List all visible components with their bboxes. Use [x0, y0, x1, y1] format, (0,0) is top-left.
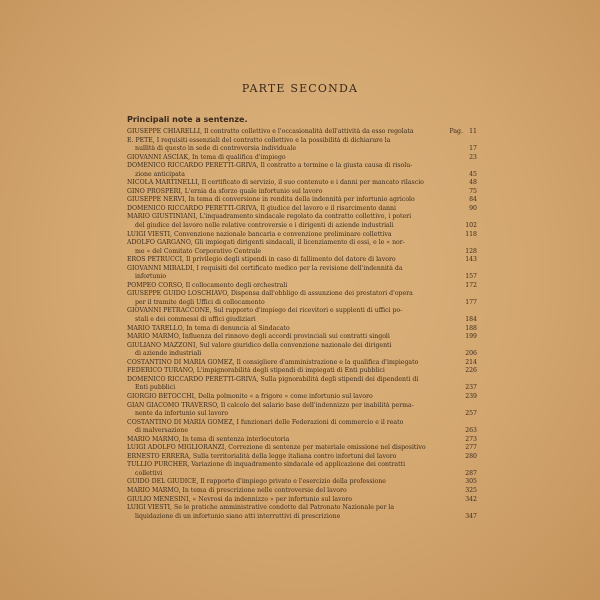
toc-page-number: 172	[465, 281, 477, 289]
toc-page-number: 90	[469, 204, 477, 212]
toc-entry-line: GIULIO MENESINI, « Nevrosi da indennizzo » per infortunio sul lavoro	[127, 495, 352, 503]
toc-entry	[127, 436, 477, 445]
toc-page-number: 157	[465, 273, 477, 281]
toc-entry-line: liquidazione di un infortunio siano atti interruttivi di prescrizione	[135, 512, 341, 520]
pag-label: Pag.	[449, 128, 463, 135]
toc-page-number: 177	[465, 298, 477, 306]
toc-entry-line: COSTANTINO DI MARIA GOMEZ, I funzionari delle Federazioni di commercio e il reato	[127, 418, 404, 426]
toc-page-number: 206	[465, 350, 477, 358]
toc-entry-line: GUIDO DEL GIUDICE, Il rapporto d'impiego privato e l'esercizio della professione	[127, 478, 386, 486]
toc-page-number: 239	[465, 392, 477, 400]
toc-entry	[127, 162, 477, 179]
toc-entry	[127, 188, 477, 197]
toc-entry	[127, 154, 477, 163]
toc-entry-line: MARIO MARMO, In tema di prescrizione nelle controversie del lavoro	[127, 486, 347, 494]
toc-entry-line: del giudice del lavoro nelle relative controversie e i dirigenti di aziende industriali	[135, 222, 394, 230]
toc-page-number: 48	[469, 179, 477, 187]
toc-entry	[127, 376, 477, 393]
toc-entry-line: nullità di questo in sede di controversia individuale	[135, 145, 297, 153]
toc-page-number: 226	[465, 367, 477, 375]
toc-entry	[127, 239, 477, 256]
toc-page-number: 287	[465, 469, 477, 477]
toc-entry	[127, 290, 477, 307]
toc-entry	[127, 461, 477, 478]
toc-page-number: 273	[465, 435, 477, 443]
section-title: Principali note a sentenze.	[127, 115, 248, 124]
toc-entry-line: LUIGI ADOLFO MIGLIORANZI, Correzione di sentenze per materiale omissione nel dispositivo	[127, 444, 426, 452]
table-of-contents	[127, 128, 477, 521]
toc-entry	[127, 205, 477, 214]
toc-entry-line: GIAN GIACOMO TRAVERSO, Il calcolo del salario base dell'indennizzo per inabilità perma-	[127, 401, 414, 409]
toc-entry-line: GIUSEPPE CHIARELLI, Il contratto collettivo e l'occasionalità dell'attività da esso regolata	[127, 128, 414, 135]
toc-entry-line: di aziende industriali	[135, 350, 202, 358]
toc-entry-line: DOMENICO RICCARDO PERETTI-GRIVA, Il contratto a termine e la giusta causa di risolu-	[127, 162, 413, 170]
toc-entry-line: MARIO MARMO, In tema di sentenza interlocutoria	[127, 435, 290, 443]
toc-entry	[127, 419, 477, 436]
toc-entry-line: ERNESTO ERRERA, Sulla territorialità della legge italiana contro infortuni del lavoro	[127, 452, 397, 460]
toc-entry-line: DOMENICO RICCARDO PERETTI-GRIVA, Il giudice del lavoro e il risarcimento danni	[127, 204, 396, 212]
toc-entry-line: GIOVANNI MIRALDI, I requisiti del certificato medico per la revisione dell'indennità da	[127, 264, 403, 272]
toc-entry-line: stali e dei commessi di uffici giudiziari	[135, 316, 256, 324]
toc-page-number: 347	[465, 512, 477, 520]
toc-entry	[127, 496, 477, 505]
toc-page-number: 118	[465, 230, 477, 238]
toc-page-number: 11	[469, 128, 477, 135]
toc-entry-line: POMPEO CORSO, Il collocamento degli orchestrali	[127, 281, 288, 289]
toc-entry-line: GIORGIO BETOCCHI, Della polmonite « a frigore » come infortunio sul lavoro	[127, 392, 373, 400]
toc-entry-line: Enti pubblici	[135, 384, 176, 392]
toc-entry-line: di malversazione	[135, 427, 189, 435]
toc-entry-line: nente da infortunio sul lavoro	[135, 410, 229, 418]
toc-page-number: 237	[465, 384, 477, 392]
toc-entry	[127, 137, 477, 154]
part-heading: PARTE SECONDA	[241, 82, 359, 95]
toc-entry-line: me » del Comitato Corporativo Centrale	[135, 247, 262, 255]
toc-entry	[127, 307, 477, 324]
toc-entry-line: GIULIANO MAZZONI, Sul valore giuridico della convenzione nazionale dei dirigenti	[127, 341, 392, 349]
toc-entry-line: GINO PROSPERI, L'ernia da sforzo quale infortunio sul lavoro	[127, 187, 323, 195]
toc-entry	[127, 393, 477, 402]
toc-entry-line: LUIGI VIESTI, Se le pratiche amministrative condotte dal Patronato Nazionale per la	[127, 504, 395, 512]
toc-page-number: 23	[469, 153, 477, 161]
toc-entry	[127, 179, 477, 188]
toc-entry	[127, 487, 477, 496]
toc-page-number: 102	[465, 222, 477, 230]
toc-entry	[127, 256, 477, 265]
toc-page-number: 257	[465, 410, 477, 418]
toc-page-number: 325	[465, 486, 477, 494]
toc-entry-line: FEDERICO TURANO, L'impignorabilità degli stipendi di impiegati di Enti pubblici	[127, 367, 385, 375]
toc-page-number: 305	[465, 478, 477, 486]
toc-entry	[127, 504, 477, 521]
toc-page-number: 214	[465, 358, 477, 366]
toc-entry	[127, 128, 477, 137]
toc-page-number: 342	[465, 495, 477, 503]
toc-entry	[127, 282, 477, 291]
toc-page-number: 17	[469, 145, 477, 153]
toc-page-number: 184	[465, 316, 477, 324]
toc-entry	[127, 453, 477, 462]
toc-entry	[127, 359, 477, 368]
toc-entry-line: MARIO MARMO, Influenza del rinnovo degli accordi provinciali sui contratti singoli	[127, 333, 390, 341]
toc-entry-line: NICOLA MARTINELLI, Il certificato di servizio, il suo contenuto e i danni per mancato rilascio	[127, 179, 424, 187]
toc-entry-line: TULLIO PURCHER, Variazione di inquadramento sindacale ed applicazione dei contratti	[127, 461, 406, 469]
toc-page-number: 188	[465, 324, 477, 332]
toc-entry-line: infortunio	[135, 273, 167, 281]
toc-entry	[127, 478, 477, 487]
toc-page-number: 277	[465, 444, 477, 452]
toc-entry-line: MARIO TARELLO, In tema di denuncia al Sindacato	[127, 324, 290, 332]
toc-entry-line: DOMENICO RICCARDO PERETTI-GRIVA, Sulla pignorabilità degli stipendi dei dipendenti di	[127, 375, 419, 383]
toc-entry-line: LUIGI VIESTI, Convenzione nazionale bancaria e convenzione preliminare collettiva	[127, 230, 392, 238]
toc-entry	[127, 402, 477, 419]
toc-entry-line: collettivi	[135, 469, 163, 477]
toc-entry	[127, 367, 477, 376]
toc-entry-line: MARIO GIUSTINIANI, L'inquadramento sindacale regolato da contratto collettivo, i poteri	[127, 213, 412, 221]
toc-entry-line: GIUSEPPE GUIDO LOSCHIAVO, Dispensa dall'obbligo di assunzione dei prestatori d'opera	[127, 290, 413, 298]
toc-page-number: 45	[469, 170, 477, 178]
toc-entry-line: per il tramite degli Uffici di collocamento	[135, 298, 265, 306]
toc-entry	[127, 196, 477, 205]
toc-entry-line: GIOVANNI ASCIAK, In tema di qualifica d'impiego	[127, 153, 286, 161]
toc-entry	[127, 325, 477, 334]
toc-entry	[127, 342, 477, 359]
toc-entry-line: GIOVANNI PETRACCONE, Sul rapporto d'impiego dei ricevitori e supplenti di uffici po-	[127, 307, 403, 315]
toc-entry	[127, 213, 477, 230]
toc-page-number: 280	[465, 452, 477, 460]
toc-page-number: 128	[465, 247, 477, 255]
toc-entry-line: ADOLFO GARGANO, Gli impiegati dirigenti sindacali, il licenziamento di essi, e le « nor-	[127, 239, 405, 247]
toc-entry	[127, 231, 477, 240]
toc-entry-line: GIUSEPPE NERVI, In tema di conversione in rendita della indennità per infortunio agricolo	[127, 196, 415, 204]
toc-entry-line: EROS PETRUCCI, Il privilegio degli stipendi in caso di fallimento del datore di lavoro	[127, 256, 396, 264]
toc-entry	[127, 265, 477, 282]
toc-page-number: 75	[469, 187, 477, 195]
toc-entry	[127, 333, 477, 342]
toc-page-number: 263	[465, 427, 477, 435]
toc-entry-line: COSTANTINO DI MARIA GOMEZ, Il consigliere d'amministrazione e la qualifica d'impiegato	[127, 358, 419, 366]
toc-page-number: 143	[465, 256, 477, 264]
toc-entry-line: zione anticipata	[135, 170, 185, 178]
toc-page-number: 84	[469, 196, 477, 204]
toc-page-number: 199	[465, 333, 477, 341]
toc-entry-line: E. PETE, I requisiti essenziali del contratto collettivo e la possibilità di dichiarare la	[127, 136, 391, 144]
toc-entry	[127, 444, 477, 453]
